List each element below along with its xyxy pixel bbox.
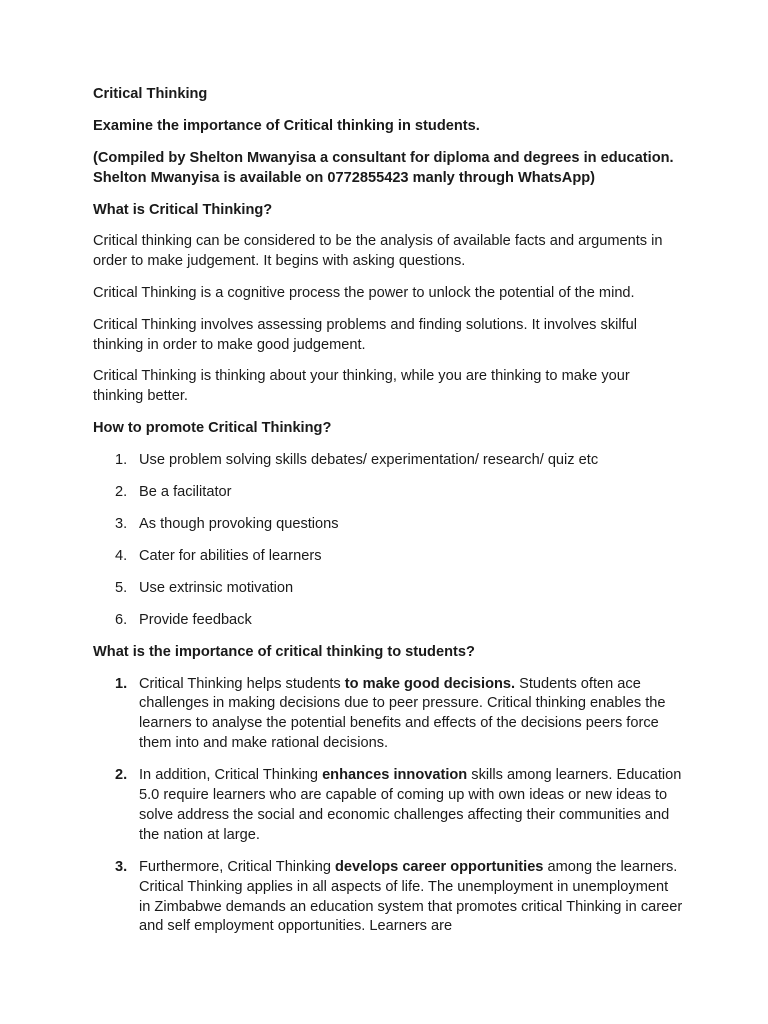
list-item-text-start: Critical Thinking helps students: [139, 675, 345, 692]
list-item: [93, 515, 683, 535]
list-item-text-rest: among the learners. Critical Thinking applies in all aspects of life. The unemployment in unemployment in Zimbabwe demands an education system that promotes critical Thinking in career and self employment opportunities. Learners are: [139, 858, 683, 935]
list-item-text: Cater for abilities of learners: [139, 547, 322, 564]
list-item: [93, 766, 683, 845]
definition-paragraph: Critical Thinking is a cognitive process the power to unlock the potential of the mind.: [93, 285, 635, 302]
list-number: 3.: [115, 858, 128, 875]
list-item: [93, 483, 683, 503]
list-item-text: As though provoking questions: [139, 515, 339, 532]
list-number: 1.: [115, 451, 128, 468]
promote-list: [93, 451, 683, 631]
list-item-emphasis: enhances innovation: [322, 767, 468, 784]
definition-paragraph: Critical thinking can be considered to be the analysis of available facts and arguments in order to make judgement. It begins with asking questions.: [93, 233, 663, 270]
list-item-text: Use problem solving skills debates/ experimentation/ research/ quiz etc: [139, 451, 599, 468]
section-heading-importance: What is the importance of critical thinking to students?: [93, 643, 475, 660]
list-item-text-start: In addition, Critical Thinking: [139, 767, 323, 784]
list-item-text-rest: skills among learners. Education 5.0 require learners who are capable of coming up with own ideas or new ideas to solve address the social and economic challenges affecting their communities and the nation at large.: [139, 767, 682, 843]
list-item-text: Provide feedback: [139, 611, 252, 628]
list-item: [93, 611, 683, 631]
list-number: 2.: [115, 767, 128, 784]
essay-question: Examine the importance of Critical thinking in students.: [93, 118, 480, 135]
list-number: 3.: [115, 515, 128, 532]
list-number: 4.: [115, 547, 128, 564]
list-number: 5.: [115, 579, 128, 596]
document-title: Critical Thinking: [93, 86, 208, 102]
list-number: 6.: [115, 611, 128, 628]
list-item-text: Be a facilitator: [139, 483, 232, 500]
document-body: [93, 85, 683, 950]
compiled-by-note: (Compiled by Shelton Mwanyisa a consultant for diploma and degrees in education. Shelton Mwanyisa is available on 0772855423 manly through WhatsApp): [93, 150, 674, 186]
list-item-emphasis: to make good decisions.: [344, 675, 516, 692]
list-item: [93, 675, 683, 754]
importance-list: [93, 675, 683, 938]
definition-paragraph: Critical Thinking is thinking about your thinking, while you are thinking to make your thinking better.: [93, 368, 630, 405]
list-item-text-rest: Students often ace challenges in making decisions due to peer pressure. Critical thinking enables the learners to analyse the potential benefits and effects of the decisions peers force them into and make rational decisions.: [139, 675, 666, 751]
list-item: [93, 858, 683, 937]
list-item: [93, 451, 683, 471]
list-item: [93, 547, 683, 567]
list-item: [93, 579, 683, 599]
list-number: 2.: [115, 483, 128, 500]
section-heading-how-to-promote: How to promote Critical Thinking?: [93, 420, 332, 437]
list-item-emphasis: develops career opportunities: [335, 858, 544, 875]
definition-paragraph: Critical Thinking involves assessing problems and finding solutions. It involves skilful thinking in order to make good judgement.: [93, 316, 638, 353]
list-item-text-start: Furthermore, Critical Thinking: [139, 858, 335, 875]
list-item-text: Use extrinsic motivation: [139, 579, 294, 596]
section-heading-what-is: What is Critical Thinking?: [93, 201, 273, 218]
list-number: 1.: [115, 675, 128, 692]
